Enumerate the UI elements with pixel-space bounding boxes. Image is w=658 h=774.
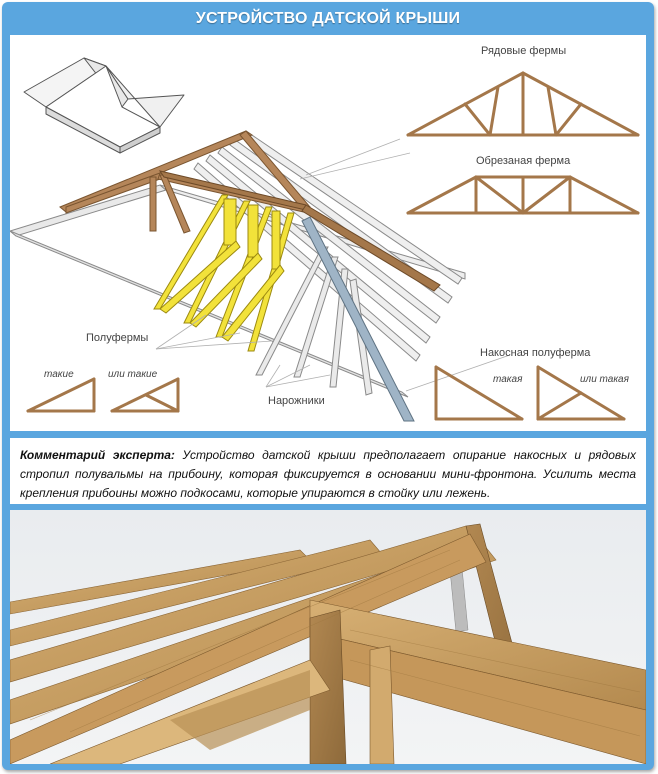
- row-trusses-label: Рядовые фермы: [481, 45, 567, 57]
- half-truss-variant-1: [28, 379, 94, 411]
- expert-comment-panel: [10, 438, 646, 504]
- cut-truss-drawing: [408, 177, 638, 213]
- such-right-label: такая: [493, 374, 523, 385]
- cut-truss-label: Обрезаная ферма: [476, 155, 571, 167]
- diagonal-half-truss-label: Накосная полуферма: [480, 347, 591, 359]
- row-truss-drawing: [408, 73, 638, 135]
- or-such-right-label: или такая: [580, 374, 629, 385]
- or-such-left-label: или такие: [108, 369, 158, 380]
- rafter-ends-label: Нарожники: [268, 395, 325, 407]
- roof-frame-photo: [10, 510, 646, 764]
- timber-roof-photo: [10, 510, 646, 764]
- roof-structure-diagram: [10, 35, 646, 431]
- roof-diagram-panel: [10, 35, 646, 431]
- infographic-card: [2, 2, 654, 770]
- page-title: УСТРОЙСТВО ДАТСКОЙ КРЫШИ: [195, 10, 461, 27]
- expert-comment: [20, 446, 636, 503]
- expert-comment-label: Комментарий эксперта:: [20, 448, 175, 462]
- such-left-label: такие: [44, 369, 74, 380]
- half-trusses-label: Полуфермы: [86, 332, 149, 344]
- expert-comment-body: Устройство датской крыши предполагает опирание накосных и рядовых стропил полувальмы на прибоину, которая фиксируется в основании мини-фронтона. Усилить места крепления прибоины можно подкосами, которые упираются в стойку или лежень.: [20, 448, 636, 500]
- danish-roof-house-icon: [24, 58, 184, 153]
- half-truss-variant-2: [112, 379, 178, 411]
